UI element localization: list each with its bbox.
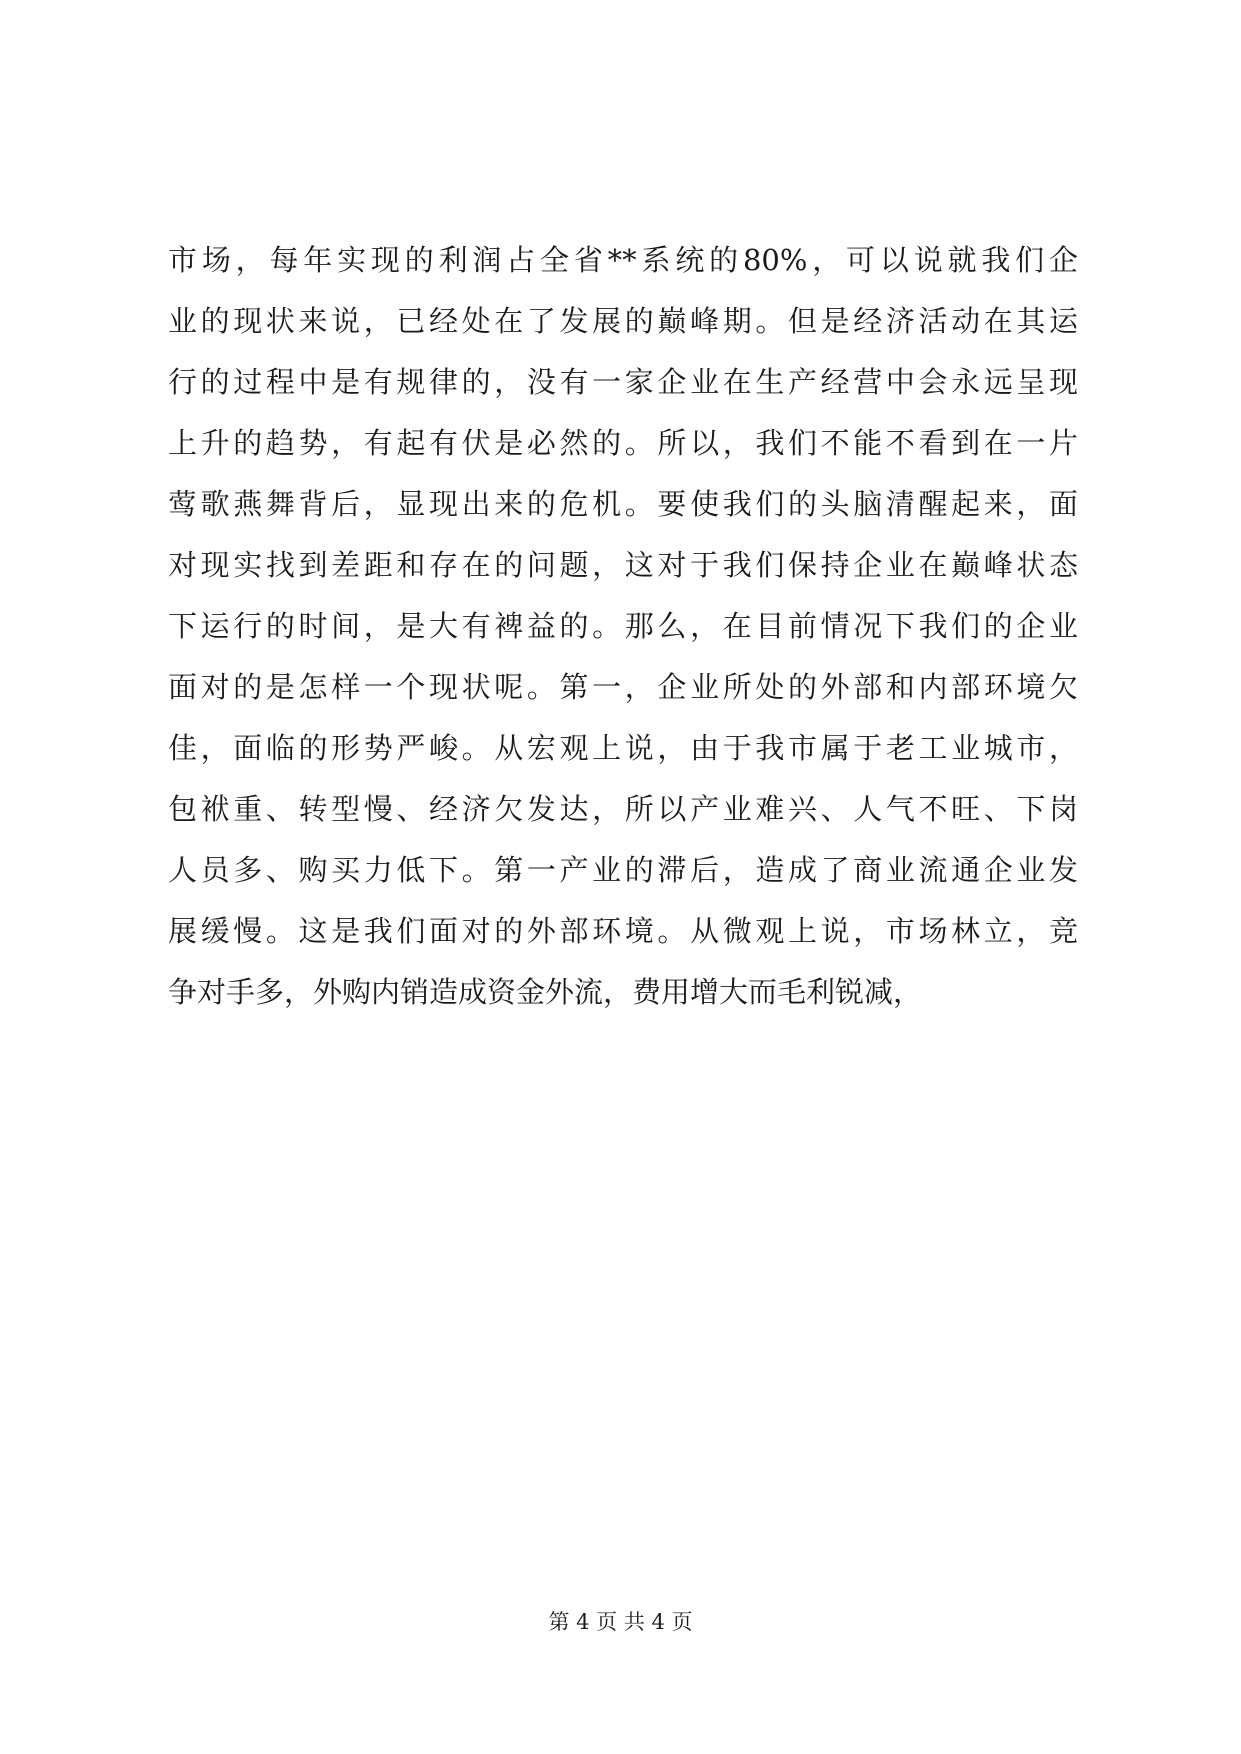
body-text (168, 230, 1078, 1023)
text-line: 行的过程中是有规律的，没有一家企业在生产经营中会永远呈现 (168, 365, 1078, 399)
text-line: 上升的趋势，有起有伏是必然的。所以，我们不能不看到在一片 (168, 426, 1078, 460)
text-line: 争对手多，外购内销造成资金外流，费用增大而毛利锐减， (168, 975, 923, 1009)
text-line: 展缓慢。这是我们面对的外部环境。从微观上说，市场林立，竞 (168, 914, 1078, 948)
text-line: 面对的是怎样一个现状呢。第一，企业所处的外部和内部环境欠 (168, 670, 1078, 704)
text-line: 市场，每年实现的利润占全省**系统的80%，可以说就我们企 (168, 243, 1078, 277)
page-number: 第 4 页 共 4 页 (548, 1610, 693, 1634)
text-line: 莺歌燕舞背后，显现出来的危机。要使我们的头脑清醒起来，面 (168, 487, 1078, 521)
text-line: 包袱重、转型慢、经济欠发达，所以产业难兴、人气不旺、下岗 (168, 792, 1078, 826)
text-line: 对现实找到差距和存在的问题，这对于我们保持企业在巅峰状态 (168, 548, 1078, 582)
text-line: 下运行的时间，是大有裨益的。那么，在目前情况下我们的企业 (168, 609, 1078, 643)
page-footer (0, 1608, 1241, 1636)
text-line: 业的现状来说，已经处在了发展的巅峰期。但是经济活动在其运 (168, 304, 1078, 338)
text-line: 佳，面临的形势严峻。从宏观上说，由于我市属于老工业城市， (168, 731, 1078, 765)
text-line: 人员多、购买力低下。第一产业的滞后，造成了商业流通企业发 (168, 853, 1078, 887)
